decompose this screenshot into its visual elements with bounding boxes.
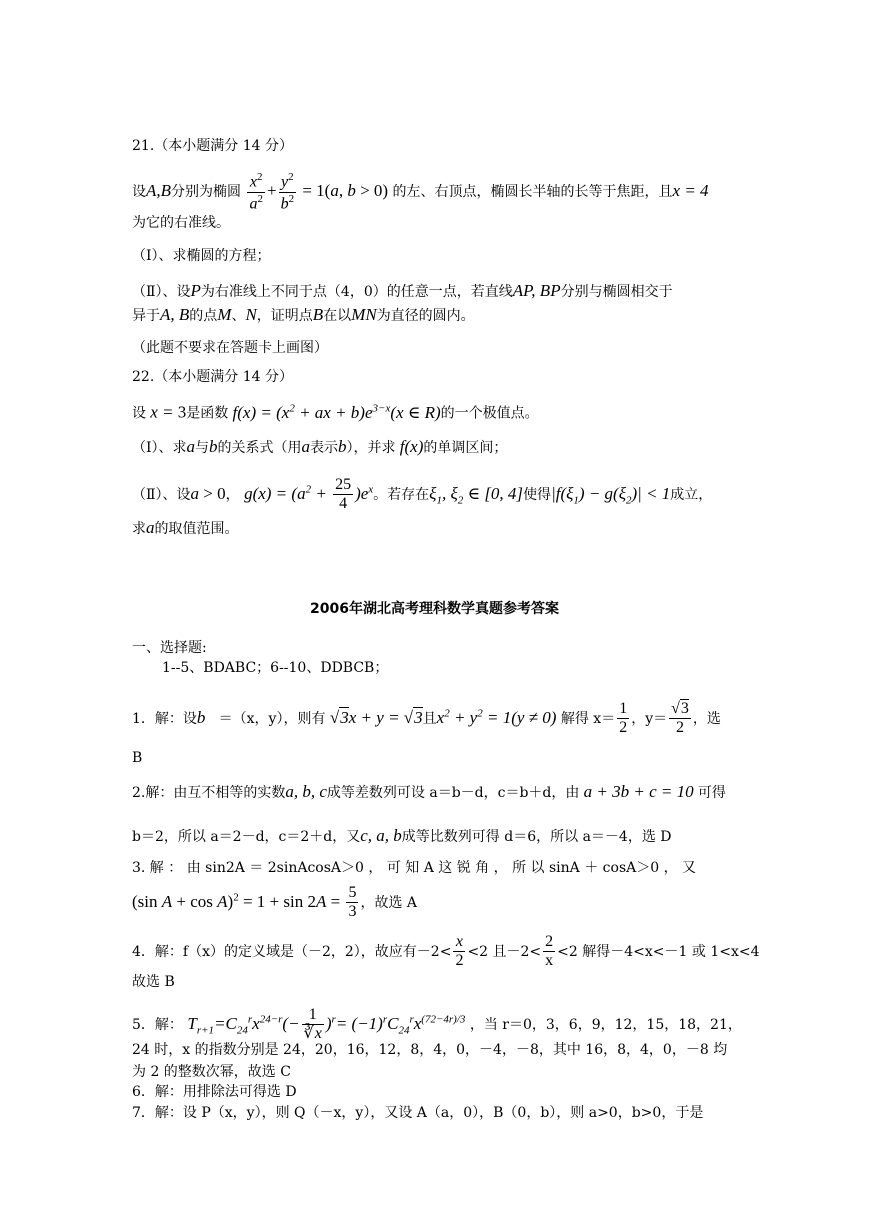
q21-l1-ab: A,B [146, 181, 172, 201]
q22-l1-b: 是函数 [186, 405, 229, 422]
q21-l1-b: 分别为椭圆 [171, 184, 242, 201]
answer-5-cont2: 为 2 的整数次幂，故选 C [132, 1064, 291, 1080]
a2-a: 2.解：由互不相等的实数 [132, 785, 286, 801]
frac-5-3: $\frac{5}{3}$ [348, 884, 357, 921]
q21-p2-b: 为右准线上不同于点（4，0）的任意一点，若直线 [200, 284, 513, 300]
a1-c: 解得 x＝ [560, 710, 616, 727]
q22-part2-cont: 求a的取值范围。 [132, 518, 239, 537]
q21-part2-cont: 异于A, B的点M、N，证明点B在以MN为直径的圆内。 [132, 305, 475, 324]
ellipse-frac-y: $\frac{y^2}{b^2}$ [280, 171, 295, 213]
ellipse-frac-x: $\frac{x^2}{a^2}$ [249, 171, 263, 213]
a1-b: ＝（x，y），则有 [218, 710, 326, 727]
q22-p1-e: ），并求 [346, 440, 396, 456]
q22-p1-c: 的关系式（用 [217, 440, 302, 456]
a1-d: ，y＝ [631, 710, 668, 727]
answer-3-cont [132, 884, 417, 922]
answer-7: 7．解：设 P（x，y），则 Q（－x，y），又设 A（a，0），B（0，b），则 a>0，b>0，于是 [132, 1105, 704, 1121]
q21-l1-c: 的左、右顶点，椭圆长半轴的长等于焦距，且 [392, 184, 673, 201]
var-B: B [312, 305, 324, 324]
answer-5-cont1: 24 时，x 的指数分别是 24，20，16，12，8，4，0，－4，－8，其中 16，8，4，0，－8 均 [132, 1042, 728, 1058]
q22-p2-b: ， [225, 486, 240, 503]
a1-eq: √3x + y = √3 [329, 707, 423, 727]
frac-25-4: $\frac{25}{4}$ [335, 476, 352, 513]
answers-title: 2006年湖北高考理科数学真题参考答案 [310, 601, 559, 617]
q21-l1-x4: x = 4 [672, 181, 709, 201]
q22-p1-a: （Ⅰ）、求 [132, 440, 187, 456]
q21-part1: （Ⅰ）、求椭圆的方程； [132, 248, 271, 264]
var-P: P [190, 281, 201, 300]
q22-p2-e: 成立， [670, 486, 713, 503]
a2-c: 可得 [697, 785, 726, 801]
var-AP-BP: AP, BP [512, 281, 561, 300]
var-AB: A, B [160, 305, 190, 324]
q22-header: 22.（本小题满分 14 分） [132, 369, 293, 385]
q21-header: 21.（本小题满分 14 分） [132, 138, 293, 154]
q21-note: （此题不要求在答题卡上画图） [132, 340, 328, 356]
q22-p1-b: 与 [195, 440, 210, 456]
q22-l1-c: 的一个极值点。 [440, 405, 539, 422]
q21-part2 [132, 282, 673, 299]
choice-answers: 1--5、BDABC；6--10、DDBCB； [162, 660, 389, 676]
answer-4 [132, 933, 760, 971]
q21-p3-d: 在以 [323, 308, 352, 324]
g-def: $g(x) = (a^2$ + [244, 483, 332, 503]
q22-p2-c: 。若存在 [373, 486, 430, 503]
q21-p3-a: 异于 [132, 308, 160, 324]
q22-p3-a: 求 [132, 521, 146, 537]
frac-1-2: $\frac{1}{2}$ [619, 700, 628, 737]
answer-1: 1．解：设b⃗＝（x，y），则有 √3x + y = √3且$x^2 + y^2 = 1(y \ne 0)$ 解得 x＝ $\frac{1}{2}$ ，y＝ $\frac{√3}{2}$ ，选 [132, 700, 721, 737]
a5-eq: $T_{r+1}=C_{24}^rx^{24-r}(-$ [187, 1013, 300, 1037]
frac-x-2: $\frac{x}{2}$ [455, 933, 464, 970]
a1-a: 1．解：设 [132, 710, 197, 727]
q22-part2: （Ⅱ）、设a > 0， $g(x) = (a^2$ + $\frac{25}{4}$ )$e^x$。若存在$\xi_1$, $\xi_2$ ∈ [0, 4]使得$|f(\xi_1) - g(\xi_2)| < 1$成立， [132, 476, 713, 513]
q21-l1-a: 设 [132, 184, 146, 201]
answer-3: 3. 解 ： 由 sin2A ＝ 2sinAcosA＞0 ， 可 知 A 这 锐 角 ， 所 以 sinA ＋ cosA＞0 ， 又 [132, 860, 697, 876]
q21-p3-c: ，证明点 [256, 308, 313, 324]
q21-p3-e: 为直径的圆内。 [376, 308, 475, 324]
q22-p3-b: 的取值范围。 [154, 521, 239, 537]
a2-b: 成等差数列可设 a＝b－d，c＝b＋d，由 [326, 785, 580, 801]
a4-c: <2 解得－4<x<－1 或 1<x<4 [557, 943, 760, 960]
q22-line1: 设 x = 3是函数 $f(x) = (x^2$ + ax + $b)e^{3-x}(x$ ∈ R)的一个极值点。 [132, 402, 539, 422]
q21-p2-a: （Ⅱ）、设 [132, 284, 191, 300]
a4-b: <2 且－2< [467, 943, 542, 960]
frac-sqrt3-2: $\frac{√3}{2}$ [671, 700, 689, 737]
q22-part1: （Ⅰ）、求a与b的关系式（用a表示b），并求 f(x)的单调区间； [132, 437, 508, 456]
ellipse-eq-rhs: = 1(a, b > 0) [298, 181, 389, 201]
a2-d: b＝2，所以 a＝2－d，c＝2＋d，又 [132, 829, 361, 845]
abs-ineq: $|f(\xi_1) - g(\xi_2)| < 1$ [551, 483, 671, 507]
a1-e: ，选 [692, 710, 721, 727]
q22-p2-d: 使得 [523, 486, 552, 503]
q22-p1-f: 的单调区间； [423, 440, 508, 456]
answer-5: 5．解： $T_{r+1}=C_{24}^rx^{24-r}(-$ $\frac{1}{∛x}$ )$^r= (-1)^rC_{24}^rx^{(72-4r)/3}$ ，当 r＝0，3，6，9，12，15，18，21， [132, 1006, 742, 1043]
q22-p1-d: 表示 [310, 440, 339, 456]
answer-2: 2.解：由互不相等的实数a, b, c成等差数列可设 a＝b－d，c＝b＋d，由 a + 3b + c = 10 可得 [132, 782, 726, 801]
var-MN: MN [351, 305, 377, 324]
f-def: $f(x) = (x^2$ + ax + $b)e^{3-x}(x$ ∈ R) [228, 402, 441, 422]
a4-a: 4．解：f（x）的定义域是（－2，2），故应有－2< [132, 943, 452, 960]
xi-range: $\xi_1$, $\xi_2$ ∈ [0, 4] [429, 483, 524, 507]
a5-b: ，当 r＝0，3，6，9，12，15，18，21， [469, 1016, 742, 1033]
frac-2-x: $\frac{2}{x}$ [545, 933, 554, 970]
q21-p2-c: 分别与椭圆相交于 [560, 284, 673, 300]
q21-p3-b: 的点 [189, 308, 218, 324]
answer-6: 6．解：用排除法可得选 D [132, 1084, 297, 1100]
a2-e: 成等比数列可得 d＝6，所以 a＝－4，选 D [401, 829, 672, 845]
answer-1-cont: B [132, 750, 143, 766]
answer-4-cont: 故选 B [132, 974, 175, 990]
answer-2-cont: b＝2，所以 a＝2－d，c＝2＋d，又c, a, b成等比数列可得 d＝6，所以 a＝－4，选 D [132, 826, 672, 845]
section-heading: 一、选择题: [132, 640, 207, 656]
frac-1-cbrtx: $\frac{1}{∛x}$ [303, 1006, 322, 1043]
x-eq-3: x = [146, 402, 178, 422]
vec-b: b⃗ [196, 707, 219, 727]
var-MN-points: M [217, 305, 232, 324]
a5-a: 5．解： [132, 1016, 183, 1033]
q21-line2: 为它的右准线。 [132, 215, 230, 231]
q22-l1-a: 设 [132, 405, 146, 422]
q21-line1: 设A,B分别为椭圆 $\frac{x^2}{a^2}$ + $\frac{y^2}{b^2}$ = 1(a, b > 0) 的左、右顶点，椭圆长半轴的长等于焦距，且x = 4 [132, 171, 709, 213]
q22-p2-a: （Ⅱ）、设 [132, 486, 191, 503]
a3-b: ，故选 A [360, 894, 418, 911]
a3-eq: (sin A + cos A)$^2$ = 1 + sin 2A = [132, 891, 345, 911]
